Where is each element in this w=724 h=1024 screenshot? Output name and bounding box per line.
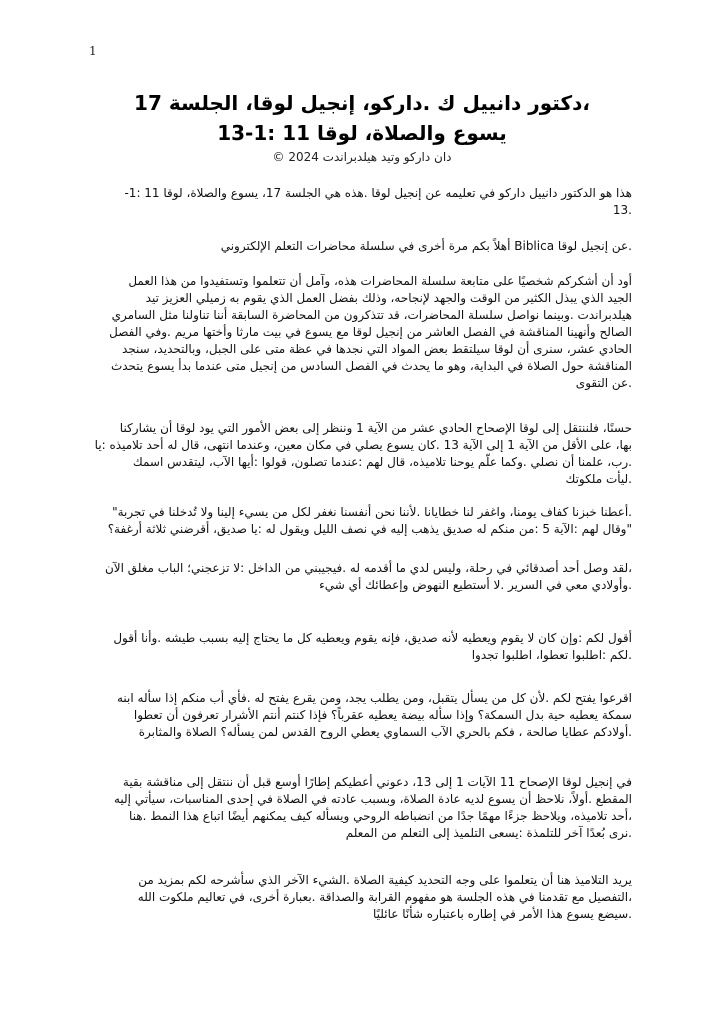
paragraph-line: ،لقد وصل أحد أصدقائي في رحلة، وليس لدي ما أقدمه له .فيجيبني من الداخل :لا تزعجني؛ الباب مغلق الآن [104,561,632,575]
paragraph-framework [92,774,632,842]
paragraph-line: .لكم :اطلبوا تعطوا، اطلبوا تجدوا [471,648,632,662]
paragraph-lords-prayer [92,504,632,538]
paragraph-line: .أعطنا خبزنا كفاف يومنا، واغفر لنا خطايانا .لأننا نحن أنفسنا نغفر لكل من يسيء إلينا ولا تُدخلنا في تجربة" [112,505,632,519]
paragraph-line: الجيد الذي يبذل الكثير من الوقت والجهد لإنجاحه، وذلك بفضل العمل الذي يقوم به زميلي العزيز تيد [145,291,632,305]
paragraph-line: يريد التلاميذ هنا أن يتعلموا على وجه التحديد كيفية الصلاة .الشيء الآخر الذي سأشرحه لكم بمزيد من [138,873,632,887]
paragraph-disciples-learn [92,872,632,923]
paragraph-line: المقطع .أولاً، نلاحظ أن يسوع لديه عادة الصلاة، وبسبب عادته في الصلاة في إحدى المناسبات، سيأتي إليه [113,792,632,806]
paragraph-line: "وقال لهم :الآية 5 :من منكم له صديق يذهب إليه في نصف الليل ويقول له :يا صديق، أقرضني ثلاثة أرغفة؟ [107,522,632,536]
paragraph-luke-11-intro [92,420,632,488]
paragraph-ask-seek [92,630,632,664]
paragraph-line: الصالح وأنهينا المناقشة في الفصل العاشر من إنجيل لوقا مع يسوع في بيت مارثا وأختها مريم .وفي الفصل [109,325,632,339]
paragraph-knock [92,690,632,741]
paragraph-line: .سيضع يسوع هذا الأمر في إطاره باعتباره شأنًا عائليًا [372,907,632,921]
title-block [60,88,664,166]
paragraph-line: المناقشة حول الصلاة في البداية، وهو ما يحدث في الفصل السادس من إنجيل متى عندما بدأ يسوع يتحدث [110,359,632,373]
paragraph-line: في إنجيل لوقا الإصحاح 11 الآيات 1 إلى 13، دعوني أعطيكم إطارًا أوسع قبل أن ننتقل إلى مناقشة بقية [122,775,632,789]
paragraph-line: .13 [612,203,632,217]
paragraph-line: حسنًا، فلننتقل إلى لوقا الإصحاح الحادي عشر من الآية 1 وننظر إلى بعض الأمور التي يود لوقا أن يشاركنا [119,421,632,435]
paragraph-line: ،التفصيل مع تقدمنا في هذه الجلسة هو مفهوم القرابة والصداقة .بعبارة أخرى، في تعاليم ملكوت الله [137,890,632,904]
paragraph-line: أقول لكم :وإن كان لا يقوم ويعطيه لأنه صديق، فإنه يقوم ويعطيه كل ما يحتاج إليه بسبب طيشه .وأنا أقول [113,631,632,645]
paragraph-line: .نرى بُعدًا آخر للتلمذة :يسعى التلميذ إلى التعلم من المعلم [345,826,632,840]
paragraph-friend-at-midnight [92,560,632,594]
paragraph-acknowledgement [92,273,632,392]
paragraph-intro [92,185,632,219]
paragraph-line: .عن التقوى [575,376,632,390]
title-line-2: يسوع والصلاة، لوقا 11 :1-13 [217,121,507,145]
paragraph-line: .عن إنجيل لوقا Biblica أهلاً بكم مرة أخرى في سلسلة محاضرات التعلم الإلكتروني [220,239,632,253]
paragraph-line: أود أن أشكركم شخصيًا على متابعة سلسلة المحاضرات هذه، وآمل أن تتعلموا وتستفيدوا من هذا العمل [128,274,632,288]
copyright-notice: دان داركو وتيد هيلدبراندت 2024 © [272,150,452,164]
paragraph-line: اقرعوا يفتح لكم .لأن كل من يسأل يتقبل، ومن يطلب يجد، ومن يقرع يفتح له .فأي أب منكم إذا سأله ابنه [117,691,632,705]
paragraph-line: سمكة يعطيه حية بدل السمكة؟ وإذا سأله بيضة يعطيه عقرباً؟ فإذا كنتم أنتم الأشرار تعرفون أن تعطوا [133,708,632,722]
paragraph-line: .وأولادي معي في السرير .لا أستطيع النهوض وإعطائك أي شيء [319,578,632,592]
title-line-1: ،دكتور دانييل ك .داركو، إنجيل لوقا، الجلسة 17 [134,91,590,115]
paragraph-line: هيلدبراندت .وبينما نواصل سلسلة المحاضرات، قد تتذكرون من المحاضرة السابقة أننا تناولنا مثل السامري [111,308,632,322]
paragraph-line: .ليأت ملكوتك [565,472,632,486]
paragraph-line: ،أحد تلاميذه، ويلاحظ جزءًا مهمًا جدًا من انضباطه الروحي ويسأله كيف يمكنهم أيضًا اتباع هذا النمط .هنا [129,809,632,823]
paragraph-welcome [92,238,632,255]
paragraph-line: الحادي عشر، سنرى أن لوقا سيلتقط بعض المواد التي نجدها في عظة متى على الجبل، وبالتحديد، سنجد [122,342,632,356]
paragraph-line: .رب، علمنا أن نصلي .وكما علّم يوحنا تلاميذه، قال لهم :عندما تصلون، قولوا :أيها الآب، ليتقدس اسمك [132,455,632,469]
paragraph-line: .أولادكم عطايا صالحة ، فكم بالحري الآب السماوي يعطي الروح القدس لمن يسأله؟ الصلاة والمثابرة [138,725,632,739]
paragraph-line: هذا هو الدكتور دانييل داركو في تعليمه عن إنجيل لوقا .هذه هي الجلسة 17، يسوع والصلاة، لوقا 11 :1- [124,186,632,200]
page-number: 1 [89,44,97,58]
paragraph-line: بها، على الأقل من الآية 1 إلى الآية 13 .كان يسوع يصلي في مكان معين، وعندما انتهى، قال له أحد تلاميذه :يا [94,438,632,452]
